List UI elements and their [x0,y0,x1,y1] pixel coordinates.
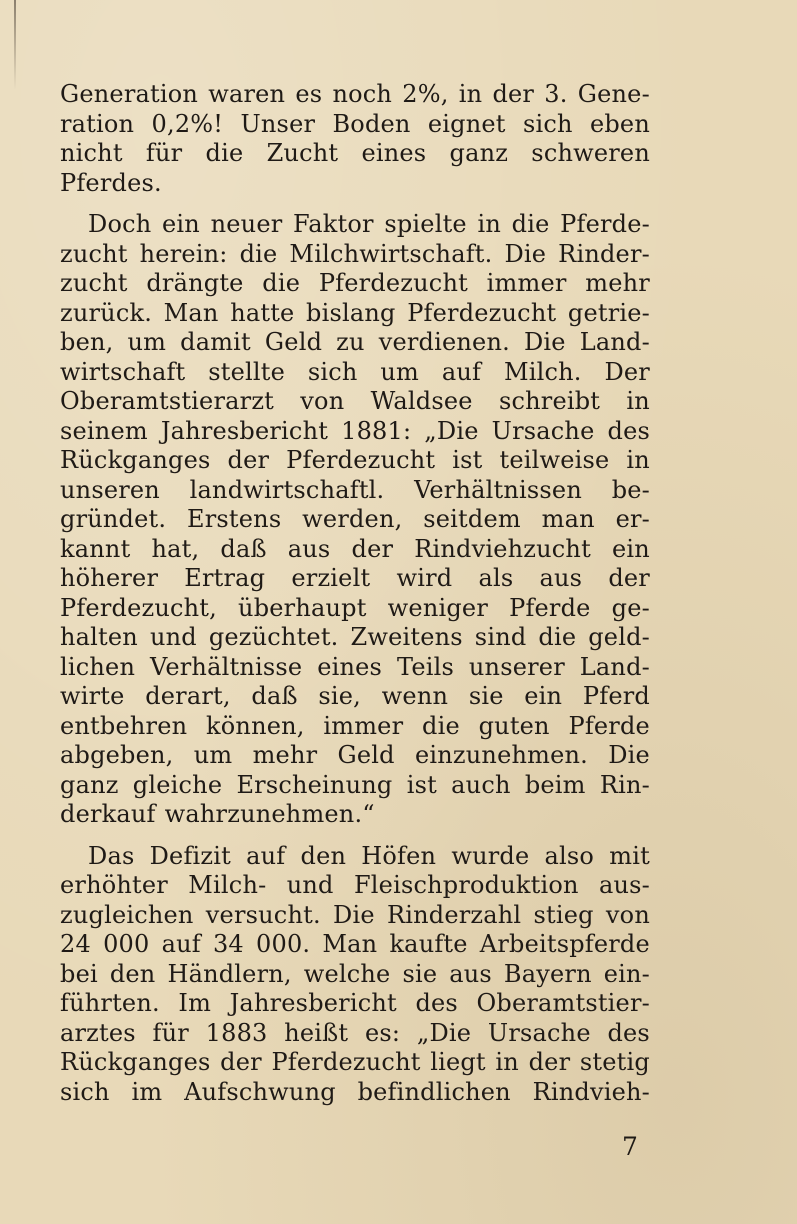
word: um [127,328,167,356]
word: seitdem [423,505,521,533]
word: sie [468,682,504,710]
text-line [60,989,650,1019]
text-line [60,771,650,801]
word: des [607,1018,650,1047]
word: 000 [103,930,150,958]
word: Pferdezucht [318,269,468,297]
word: Faktor [293,210,374,238]
word: in [495,1048,519,1076]
word: Land- [579,652,650,681]
word: Fleischproduktion [353,871,579,899]
text-line [60,960,650,990]
text-line [60,417,650,447]
word: entbehren [60,711,188,740]
word: gleiche [132,770,223,799]
word: wird [396,564,453,592]
word: Pferde [568,711,650,740]
word: es: [364,1018,401,1047]
word: ration [60,109,135,138]
word: 24 [60,930,91,958]
word: Händlern, [167,959,292,988]
word: eignet [427,109,506,138]
word: 1883 [205,1018,268,1047]
word: Ursache [491,416,595,445]
word: werden, [302,505,403,533]
word: mehr [252,741,318,769]
word: ein [524,682,563,710]
word: in [458,80,483,108]
text-line [60,564,650,594]
word: 0,2%! [151,109,224,138]
word: man [541,505,595,533]
word: es [295,80,323,108]
text-line [60,871,650,901]
word: als [478,564,514,592]
word: Das [88,841,135,870]
word: Rinderzahl [386,900,522,929]
word: wahrzunehmen.“ [164,800,375,828]
word: „Die [424,416,479,445]
word: erzielt [291,564,371,592]
word: unseren [60,475,160,504]
word: gründet. [60,505,167,533]
word: Oberamtstier- [476,989,650,1017]
page-edge-mark [14,0,16,90]
word: ge- [611,593,650,622]
word: Man [163,298,219,327]
word: der [220,1048,262,1076]
word: die [262,269,301,297]
word: des [415,989,458,1017]
word: der [351,534,394,563]
word: drängte [146,269,244,297]
word: abgeben, [60,741,174,769]
word: sich [60,1077,110,1106]
word: stetig [579,1048,650,1076]
word: ist [452,446,483,474]
word: Ursache [487,1018,591,1047]
word: Milch- [188,871,267,899]
word: Milchwirtschaft. [289,239,493,268]
word: teilweise [499,446,610,474]
text-line [60,535,650,565]
word: Geld [337,741,395,769]
word: unserer [468,652,565,681]
word: aus- [598,871,650,899]
word: für [145,139,183,167]
word: Pferdezucht [286,446,436,474]
word: in [477,210,502,238]
word: einzunehmen. [414,741,588,769]
word: er- [615,505,650,533]
text-line [60,1048,650,1078]
word: zucht [60,269,128,297]
word: der [528,1048,571,1076]
text-line [60,80,650,110]
text-line [60,712,650,742]
word: heißt [284,1018,349,1047]
paragraph-2 [60,210,650,830]
word: Rückganges [60,1048,211,1076]
text-line [60,594,650,624]
word: Waldsee [370,387,473,415]
word: Verhältnisse [150,652,303,681]
word: Gene- [577,80,650,108]
word: Zucht [266,139,339,167]
word: Pferdezucht, [60,593,217,622]
text-line [60,328,650,358]
word: 1881: [341,416,412,445]
word: halten [60,623,138,651]
word: wurde [451,841,530,870]
word: auch [451,770,511,799]
word: waren [208,80,286,108]
text-line [60,741,650,771]
word: sich [307,357,358,386]
text-line [60,1078,650,1108]
word: Ertrag [184,564,266,592]
word: zugleichen [60,900,194,929]
word: aus [449,959,492,988]
text-line [60,682,650,712]
text-line [60,1019,650,1049]
word: zu [336,328,365,356]
word: auf [441,357,482,386]
paragraph-gap [60,830,650,842]
word: zurück. [60,298,153,327]
word: die [239,239,278,268]
word: Die [523,328,566,356]
word: Unser [240,109,316,138]
word: sie [402,959,438,988]
word: zucht [60,239,128,268]
word: für [152,1018,189,1047]
word: Bayern [503,959,592,988]
word: ganz [60,770,119,799]
word: eines [317,652,383,681]
word: Generation [60,80,199,108]
word: sich [522,109,573,138]
text-line [60,653,650,683]
word: damit [180,328,251,356]
word: um [380,357,420,386]
word: Jahresbericht [160,416,329,445]
word: ein [612,534,650,563]
word: Erscheinung [236,770,393,799]
word: weniger [387,593,488,622]
word: von [300,387,345,415]
text-line [60,505,650,535]
word: Rin- [599,770,650,799]
text-line [60,139,650,169]
word: der [227,446,270,474]
word: Jahresbericht [229,989,397,1017]
word: Pferde- [560,210,650,238]
word: daß [220,534,267,563]
word: Man [322,930,378,958]
text-line [60,299,650,329]
word: landwirtschaftl. [189,475,385,504]
word: Rückganges [60,446,211,474]
word: Pferdes. [60,168,162,197]
body-text [60,80,650,1107]
word: sie, [318,682,361,710]
word: Pferdezucht [271,1048,421,1076]
word: Teils [396,652,454,681]
text-line [60,476,650,506]
word: auf [246,841,286,870]
word: kaufte [389,930,468,958]
word: die [205,139,244,167]
word: getrie- [567,298,650,327]
text-line [60,930,650,960]
word: ben, [60,328,114,356]
word: ein [162,210,200,238]
word: bislang [306,298,396,327]
word: aus [287,534,331,563]
word: stieg [533,900,594,929]
word: Rindvieh- [532,1077,650,1106]
text-line [60,169,650,199]
word: wirte [60,682,125,710]
word: arztes [60,1018,136,1047]
word: noch [332,80,393,108]
word: höherer [60,564,159,592]
word: also [544,841,595,870]
word: auf [161,930,201,958]
word: 3. [544,80,568,108]
word: immer [323,711,404,740]
word: schreibt [498,387,601,415]
word: eben [589,109,650,138]
text-line [60,387,650,417]
word: gezüchtet. [208,623,339,651]
word: beim [524,770,586,799]
word: mit [609,841,650,870]
text-line [60,446,650,476]
word: die [538,623,577,651]
word: Im [178,989,212,1017]
text-line [60,358,650,388]
word: hat, [151,534,200,563]
word: Verhältnissen [414,475,582,504]
word: führten. [60,989,160,1017]
word: 2%, [402,80,449,108]
paragraph-3 [60,842,650,1108]
word: von [605,900,650,929]
word: mehr [585,269,650,297]
word: be- [611,475,650,504]
word: 34 [212,930,244,958]
word: 000. [256,930,311,958]
word: nicht [60,139,123,167]
word: Pferde [509,593,591,622]
text-line [60,842,650,872]
word: derkauf [60,800,156,828]
word: herein: [139,239,228,268]
word: Oberamtstierarzt [60,387,275,415]
text-line [60,210,650,240]
word: der [608,564,650,592]
word: hatte [230,298,295,327]
word: und [149,623,197,651]
word: derart, [145,682,231,710]
word: wenn [381,682,449,710]
word: den [300,841,347,870]
word: verdienen. [378,328,510,356]
word: Defizit [149,841,231,870]
word: stellte [208,357,285,386]
word: „Die [416,1018,472,1047]
word: befindlichen [357,1077,511,1106]
word: bei [60,959,98,988]
text-line [60,240,650,270]
word: Land- [579,328,650,356]
word: Rinder- [558,239,650,268]
word: Zweitens [350,623,463,651]
word: ist [406,770,437,799]
word: erhöhter [60,871,168,899]
text-line [60,901,650,931]
word: lichen [60,652,136,681]
word: immer [486,269,567,297]
paragraph-1 [60,80,650,198]
word: können, [206,711,305,740]
word: neuer [210,210,283,238]
word: seinem [60,416,148,445]
page-number: 7 [622,1132,638,1161]
word: Höfen [361,841,437,870]
word: eines [361,139,427,167]
word: aus [539,564,583,592]
word: ein- [603,959,650,988]
word: der [492,80,535,108]
word: die [511,210,550,238]
word: im [131,1077,163,1106]
word: den [109,959,156,988]
word: liegt [430,1048,486,1076]
word: Aufschwung [184,1077,336,1106]
word: Geld [264,328,323,356]
word: Der [604,357,650,386]
word: Die [333,900,375,929]
word: Boden [332,109,411,138]
word: geld- [588,623,650,651]
word: welche [303,959,391,988]
text-line [60,623,650,653]
word: des [607,416,650,445]
word: kannt [60,534,131,563]
word: spielte [384,210,467,238]
word: ganz [449,139,509,167]
word: Die [504,239,547,268]
word: schweren [531,139,650,167]
word: Doch [88,210,152,238]
word: in [626,446,650,474]
paragraph-gap [60,198,650,210]
word: wirtschaft [60,357,186,386]
word: sind [474,623,527,651]
word: Pferd [582,682,650,710]
word: um [193,741,233,769]
word: daß [251,682,298,710]
word: Rindviehzucht [414,534,591,563]
text-line [60,800,650,830]
word: überhaupt [238,593,367,622]
word: guten [478,711,550,740]
text-line [60,110,650,140]
word: Die [608,741,650,769]
word: die [422,711,460,740]
text-line [60,269,650,299]
word: versucht. [205,900,321,929]
word: Arbeitspferde [479,930,650,958]
word: Pferdezucht [407,298,557,327]
word: Erstens [187,505,282,533]
word: und [286,871,334,899]
word: Milch. [503,357,582,386]
word: in [626,387,650,415]
